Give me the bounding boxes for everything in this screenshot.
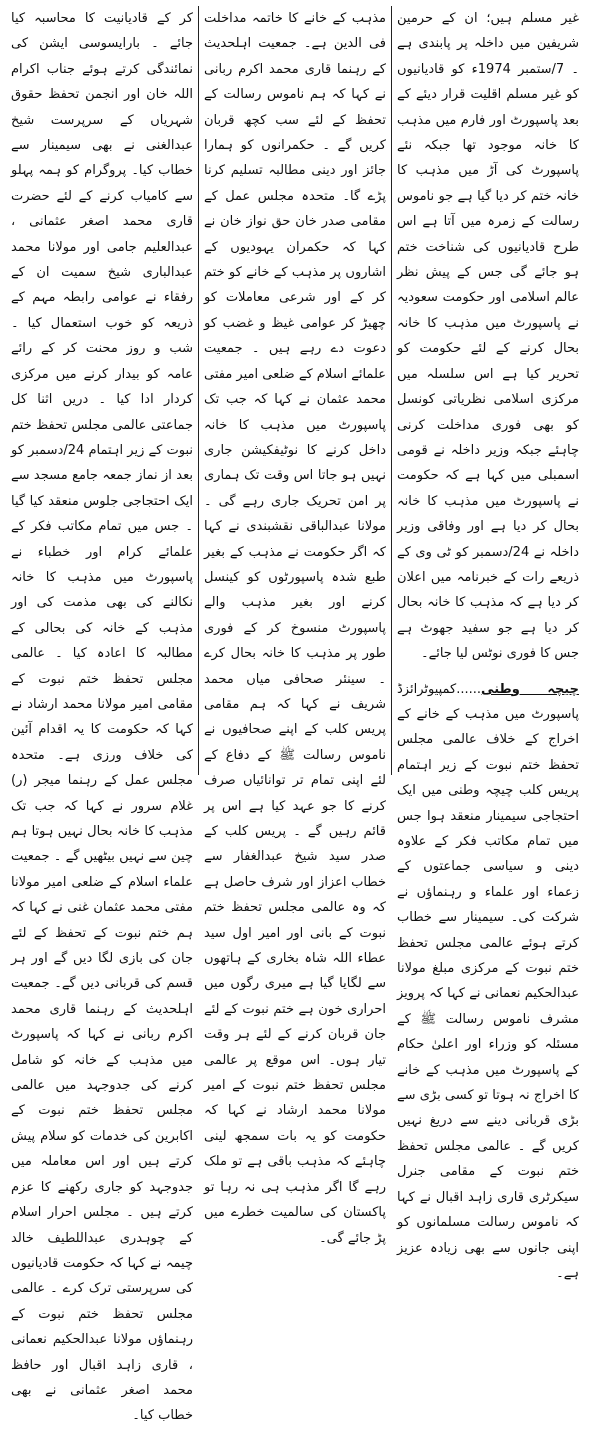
column-right [392, 6, 584, 1281]
column-right-paragraph-2 [397, 677, 579, 1287]
column-right-paragraph-2-body: ......کمپیوٹرائزڈ پاسپورٹ میں مذہب کے خانے کے اخراج کے خلاف عالمی مجلس تحفظ ختم نبوت کے زیر اہتمام پریس کلب چیچہ وطنی میں ایک احتجاجی سیمینار منعقد ہوا جس میں تمام مکاتب فکر کے علاوہ دینی و سیاسی جماعتوں کے زعماء اور علماء و رہنماؤں نے شرکت کی۔ سیمینار سے خطاب کرتے ہوئے عالمی مجلس تحفظ ختم نبوت کے مرکزی مبلغ مولانا عبدالحکیم نعمانی نے کہا کہ پرویز مشرف ناموس رسالت ﷺ کے مسئلہ کو وزراء اور اعلیٰ حکام کے پاسپورٹ میں مذہب کے خانے کا اخراج نہ ہوتا تو کسی بڑی سے بڑی قربانی دینے سے دریغ نہیں کریں گے ۔ عالمی مجلس تحفظ ختم نبوت کے مقامی جنرل سیکرٹری قاری زاہد اقبال نے کہا کہ ناموس رسالت مسلمانوں کو اپنی جانوں سے بھی زیادہ عزیز ہے۔ [397, 681, 579, 1281]
dateline-subhead: چیچہ وطنی [481, 681, 579, 697]
column-left-paragraph-1: کر کے قادیانیت کا محاسبہ کیا جائے ۔ بارایسوسی ایشن کی نمائندگی کرتے ہوئے جناب اکرام اللہ خان اور انجمن تحفظ حقوق شہریاں کے سرپرست شیخ عبدالغنی نے بھی سیمینار سے خطاب کیا۔ پروگرام کو ہمہ پہلو سے کامیاب کرنے کے لئے حضرت قاری محمد اصغر عثمانی ، عبدالعلیم جامی اور مولانا محمد عبدالباری شیخ سمیت ان کے رفقاء نے عوامی رابطہ مہم کے ذریعہ کو خوب استعمال کیا ۔ شب و روز محنت کر کے رائے عامہ کو بیدار کرنے میں مرکزی کردار ادا کیا ۔ دریں اثنا کل جماعتی عالمی مجلس تحفظ ختم نبوت کے زیر اہتمام 24/دسمبر کو بعد از نماز جمعہ جامع مسجد سے ایک احتجاجی جلوس منعقد کیا گیا ۔ جس میں تمام مکاتب فکر کے علمائے کرام اور خطباء نے پاسپورٹ میں مذہب کا خانہ نکالنے کی بھی مذمت کی اور مذہب کے خانہ کی بحالی کے مطالبہ کا اعادہ کیا ۔ عالمی مجلس تحفظ ختم نبوت کے مقامی امیر مولانا محمد ارشاد نے کہا کہ حکومت کا یہ اقدام آئین کی خلاف ورزی ہے۔ متحدہ مجلس عمل کے رہنما میجر (ر) غلام سرور نے کہا کہ جب تک مذہب کا خانہ بحال نہیں ہوتا ہم چین سے نہیں بیٹھیں گے ۔ جمعیت علماء اسلام کے ضلعی امیر مولانا مفتی محمد عثمان غنی نے کہا کہ ہم ختم نبوت کے تحفظ کے لئے جان کی بازی لگا دیں گے اور ہر قسم کی قربانی دیں گے۔ جمعیت اہلحدیث کے رہنما قاری محمد اکرم ربانی نے کہا کہ پاسپورٹ میں مذہب کے خانہ کو شامل کرنے کی جدوجہد میں عالمی مجلس تحفظ ختم نبوت کے اکابرین کی خدمات کو سلام پیش کرتے ہیں اور اس معاملہ میں جدوجہد کو جاری رکھنے کا عزم کرتے ہیں ۔ مجلس احرار اسلام کے چوہدری عبداللطیف خالد چیمہ نے کہا کہ حکومت قادیانیوں کی سرپرستی ترک کرے ۔ عالمی مجلس تحفظ ختم نبوت کے رہنماؤں مولانا عبدالحکیم نعمانی ، قاری زاہد اقبال اور حافظ محمد اصغر عثمانی نے بھی خطاب کیا۔ [11, 11, 193, 1424]
column-right-paragraph-1: غیر مسلم ہیں؛ ان کے حرمین شریفین میں داخلہ پر پابندی ہے ۔ 7/ستمبر 1974ء کو قادیانیوں کو غیر مسلم اقلیت قرار دیئے کے بعد پاسپورٹ اور فارم میں مذہب کا خانہ موجود تھا جبکہ نئے پاسپورٹ کی آڑ میں مذہب کا خانہ ختم کر دیا گیا ہے جو ناموس رسالت کے زمرہ میں آتا ہے اس طرح قادیانیوں کی شناخت ختم ہو جائے گی جس کے پیش نظر عالم اسلامی اور حکومت سعودیہ نے پاسپورٹ میں مذہب کا خانہ بحال کرنے کے لئے حکومت کو تحریر کیا ہے اس سلسلہ میں مرکزی اسلامی نظریاتی کونسل کو بھی فوری مداخلت کرنی چاہئے جبکہ وزیر داخلہ نے قومی اسمبلی میں کہا ہے کہ حکومت نے پاسپورٹ میں مذہب کا خانہ بحال کر دیا ہے اور وفاقی وزیر داخلہ نے 24/دسمبر کو ٹی وی کے ذریعے رات کے خبرنامہ میں اعلان کر دیا ہے کہ مذہب کا خانہ بحال کر دیا ہے جو سفید جھوٹ ہے جس کا فوری نوٹس لیا جائے۔ [397, 11, 579, 662]
column-middle [199, 6, 391, 1246]
paragraph-gap [397, 667, 579, 677]
column-middle-paragraph-1: مذہب کے خانے کا خاتمہ مداخلت فی الدین ہے۔ جمعیت اہلحدیث کے رہنما قاری محمد اکرم ربانی نے کہا کہ ہم ناموس رسالت کے تحفظ کے لئے سب کچھ قربان کریں گے ۔ حکمرانوں کو ہمارا جائز اور دینی مطالبہ تسلیم کرنا پڑے گا۔ متحدہ مجلس عمل کے مقامی صدر خان حق نواز خان نے کہا کہ حکمران یہودیوں کے اشاروں پر مذہب کے خانے کو ختم کر کے اور شرعی معاملات کو چھیڑ کر عوامی غیظ و غضب کو دعوت دے رہے ہیں ۔ جمعیت علمائے اسلام کے ضلعی امیر مفتی محمد عثمان نے کہا کہ جب تک پاسپورٹ میں مذہب کا خانہ داخل کرنے کا نوٹیفکیشن جاری نہیں ہو جاتا اس وقت تک ہماری پر امن تحریک جاری رہے گی ۔ مولانا عبدالباقی نقشبندی نے کہا کہ اگر حکومت نے مذہب کے بغیر طبع شدہ پاسپورٹوں کو کینسل کرنے اور بغیر مذہب والے پاسپورٹ منسوخ کر کے فوری طور پر مذہب کا خانہ بحال کرے ۔ سینئر صحافی میاں محمد شریف نے کہا کہ ہم مقامی پریس کلب کے اپنے صحافیوں نے ناموس رسالت ﷺ کے دفاع کے لئے اپنی تمام تر توانائیاں صرف کرنے کا جو عہد کیا ہے اس پر قائم رہیں گے ۔ پریس کلب کے صدر سید شیخ عبدالغفار سے خطاب اعزاز اور شرف حاصل ہے کہ وہ عالمی مجلس تحفظ ختم نبوت کے بانی اور امیر اول سید عطاء اللہ شاہ بخاری کے ہاتھوں سے لگایا گیا ہے میری رگوں میں احراری خون ہے ختم نبوت کے لئے جان قربان کرنے کے لئے ہر وقت تیار ہوں۔ اس موقع پر عالمی مجلس تحفظ ختم نبوت کے امیر مولانا محمد ارشاد نے کہا کہ حکومت کو یہ بات سمجھ لینی چاہئے کہ مذہب باقی ہے تو ملک رہے گا اگر مذہب ہی نہ رہا تو پاکستان کی سالمیت خطرے میں پڑ جائے گی۔ [204, 11, 386, 1246]
column-left [6, 6, 198, 1424]
